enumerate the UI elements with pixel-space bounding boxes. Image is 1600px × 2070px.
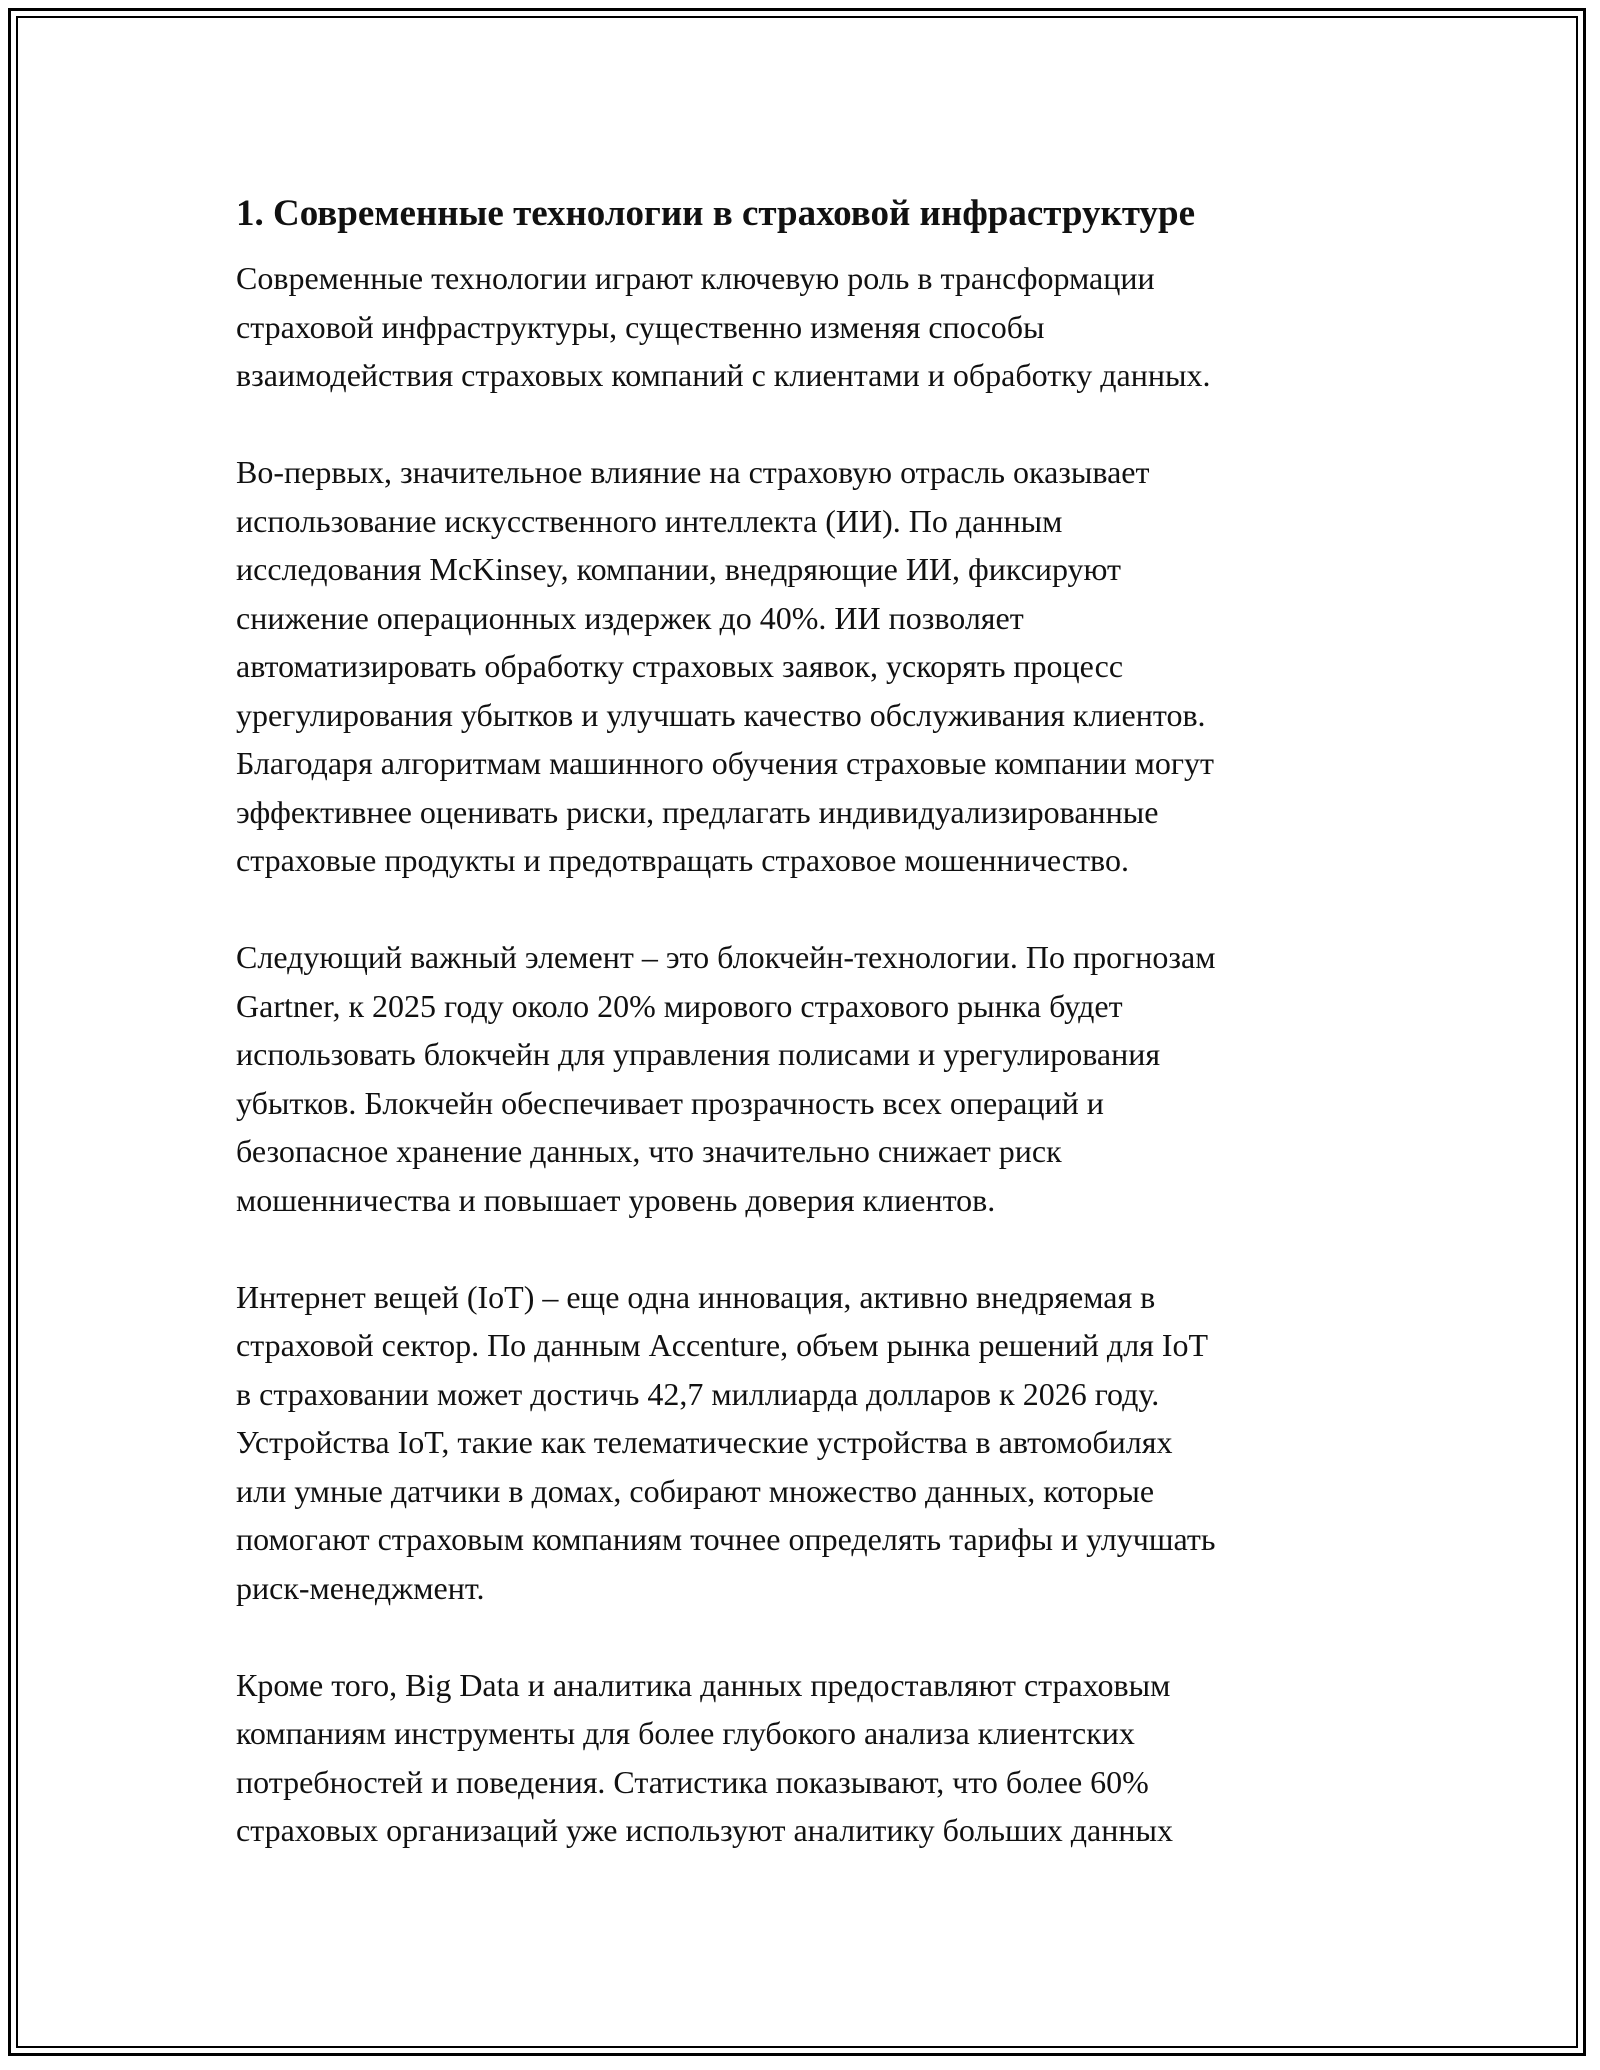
paragraph-line: убытков. Блокчейн обеспечивает прозрачность всех операций и xyxy=(236,1084,1104,1121)
paragraph-line: автоматизировать обработку страховых заявок, ускорять процесс xyxy=(236,648,1124,684)
paragraph-line: Следующий важный элемент – это блокчейн-технологии. По прогнозам xyxy=(236,939,1216,975)
paragraph-line: безопасное хранение данных, что значительно снижает риск xyxy=(236,1133,1062,1169)
paragraph-line: эффективнее оценивать риски, предлагать индивидуализированные xyxy=(236,793,1159,830)
paragraph-line: помогают страховым компаниям точнее определять тарифы и улучшать xyxy=(236,1521,1216,1557)
paragraph-iot xyxy=(236,1273,1386,1613)
paragraph-line: Современные технологии играют ключевую роль в трансформации xyxy=(236,260,1155,296)
document-content xyxy=(236,186,1386,1903)
paragraph-ai xyxy=(236,448,1386,885)
paragraph-line: компаниям инструменты для более глубокого анализа клиентских xyxy=(236,1715,1135,1751)
paragraph-line: или умные датчики в домах, собирают множество данных, которые xyxy=(236,1472,1155,1509)
paragraph-line: страховые продукты и предотвращать страховое мошенничество. xyxy=(236,842,1129,878)
paragraph-line: Интернет вещей (IoT) – еще одна инновация, активно внедряемая в xyxy=(236,1278,1156,1315)
paragraph-big-data xyxy=(236,1661,1386,1855)
paragraph-intro xyxy=(236,254,1386,400)
paragraph-line: снижение операционных издержек до 40%. ИИ позволяет xyxy=(236,599,1024,636)
paragraph-line: риск-менеджмент. xyxy=(236,1569,485,1606)
paragraph-line: потребностей и поведения. Статистика показывают, что более 60% xyxy=(236,1763,1149,1800)
paragraph-line: использовать блокчейн для управления полисами и урегулирования xyxy=(236,1036,1161,1072)
paragraph-line: в страховании может достичь 42,7 миллиарда долларов к 2026 году. xyxy=(236,1375,1160,1412)
paragraph-line: урегулирования убытков и улучшать качество обслуживания клиентов. xyxy=(236,696,1206,733)
paragraph-line: взаимодействия страховых компаний с клиентами и обработку данных. xyxy=(236,357,1211,393)
paragraph-line: мошенничества и повышает уровень доверия клиентов. xyxy=(236,1181,996,1218)
paragraph-line: страховой сектор. По данным Accenture, объем рынка решений для IoT xyxy=(236,1327,1209,1363)
paragraph-line: страховой инфраструктуры, существенно изменяя способы xyxy=(236,308,1045,345)
section-heading: 1. Современные технологии в страховой инфраструктуре xyxy=(236,193,1196,234)
paragraph-line: страховых организаций уже используют аналитику больших данных xyxy=(236,1812,1173,1848)
paragraph-line: Кроме того, Big Data и аналитика данных предоставляют страховым xyxy=(236,1666,1171,1703)
paragraph-blockchain xyxy=(236,933,1386,1224)
paragraph-line: Устройства IoT, такие как телематические устройства в автомобилях xyxy=(236,1424,1173,1460)
paragraph-line: Во-первых, значительное влияние на страховую отрасль оказывает xyxy=(236,454,1150,490)
paragraph-line: Благодаря алгоритмам машинного обучения страховые компании могут xyxy=(236,745,1215,781)
paragraph-line: использование искусственного интеллекта (ИИ). По данным xyxy=(236,502,1063,539)
paragraph-line: исследования McKinsey, компании, внедряющие ИИ, фиксируют xyxy=(236,551,1122,587)
paragraph-line: Gartner, к 2025 году около 20% мирового страхового рынка будет xyxy=(236,987,1123,1024)
